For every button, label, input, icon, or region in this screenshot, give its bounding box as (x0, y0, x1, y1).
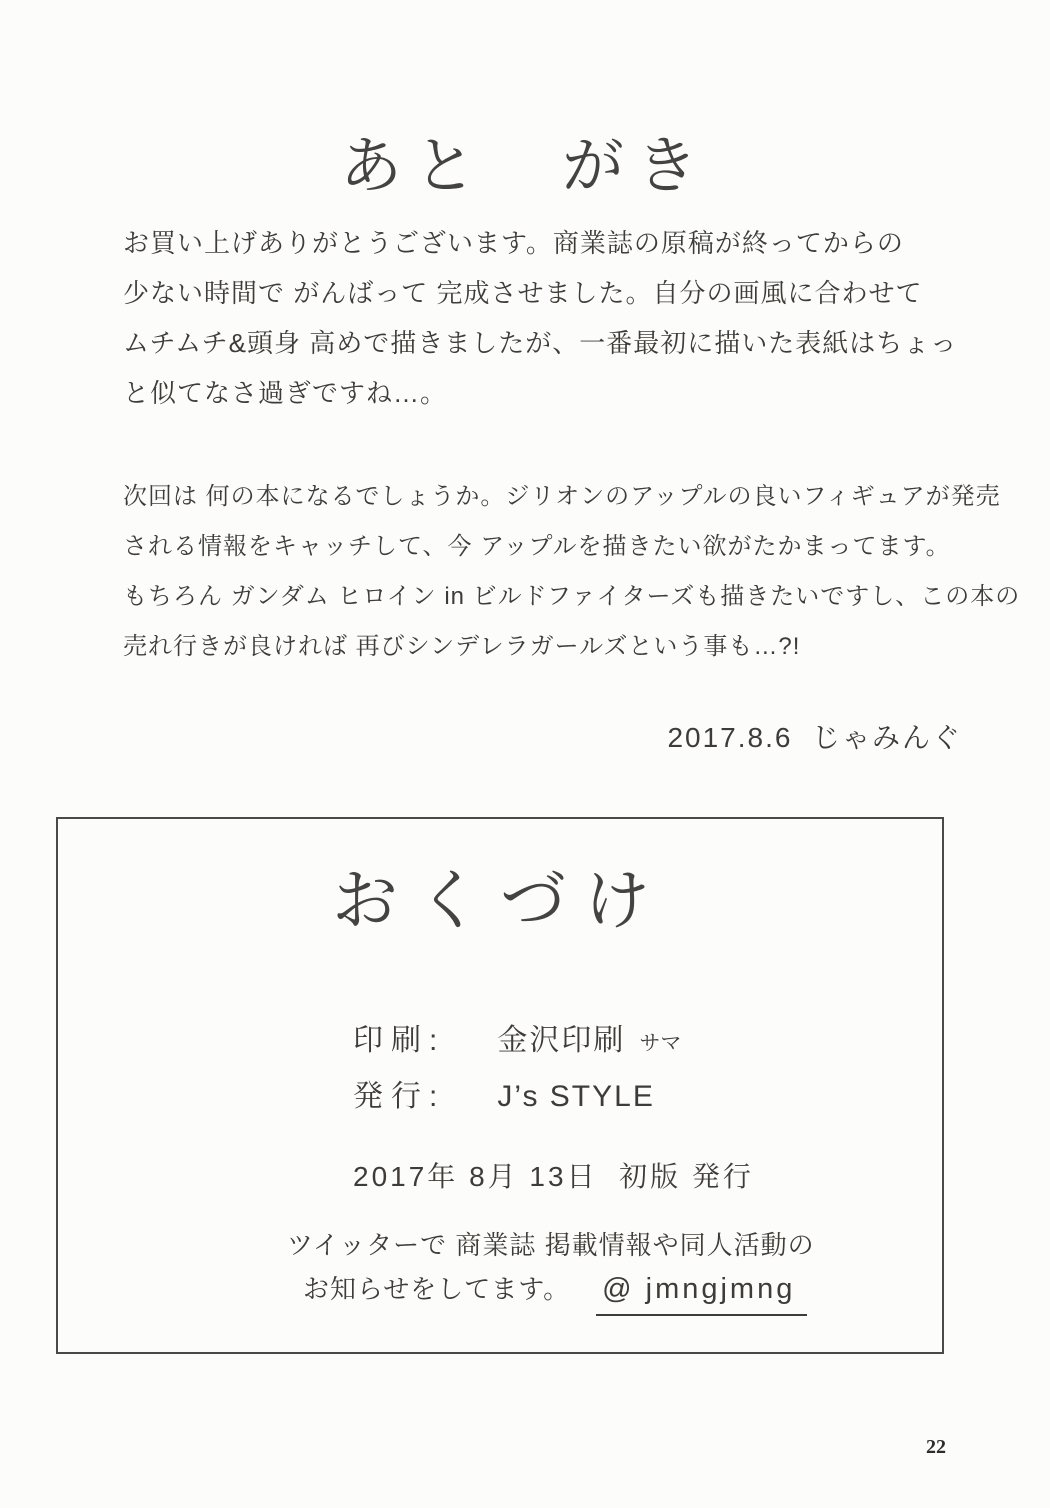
colophon-box (56, 817, 944, 1354)
printer-row (353, 1015, 682, 1057)
afterword-line: される情報をキャッチして、今 アップルを描きたい欲がたかまってます。 (123, 533, 951, 560)
edition-date-line: 2017年 8月 13日 初版 発行 (353, 1161, 754, 1192)
publisher-colon: : (429, 1080, 438, 1113)
printer-value: 金沢印刷 (497, 1024, 626, 1057)
afterword-paragraph-2 (123, 472, 1020, 672)
date-signature: 2017.8.6 じゃみんぐ (667, 722, 962, 753)
twitter-note-line-2 (303, 1269, 807, 1316)
colophon-rows (353, 1015, 681, 1127)
afterword-title: あと がき (339, 132, 710, 201)
colophon-title: おくづけ (332, 863, 668, 937)
afterword-line: 少ない時間で がんばって 完成させました。自分の画風に合わせて (123, 278, 923, 308)
printer-honorific: サマ (639, 1032, 682, 1055)
afterword-line: もちろん ガンダム ヒロイン in ビルドファイターズも描きたいですし、この本の (123, 583, 1021, 610)
afterword-line: ムチムチ&頭身 高めで描きましたが、一番最初に描いた表紙はちょっ (123, 328, 958, 358)
afterword-line: 売れ行きが良ければ 再びシンデレラガールズという事も…?! (123, 633, 801, 660)
afterword-paragraph-1 (123, 218, 957, 418)
publisher-value: J’s STYLE (497, 1080, 655, 1113)
twitter-note-line-1: ツイッターで 商業誌 掲載情報や同人活動の (287, 1230, 815, 1260)
publisher-label: 発行 (353, 1080, 429, 1113)
publisher-row (353, 1071, 681, 1113)
page-number: 22 (926, 1436, 946, 1458)
twitter-handle: @ jmngjmng (596, 1273, 807, 1316)
afterword-line: と似てなさ過ぎですね…。 (123, 378, 448, 408)
printer-colon: : (429, 1024, 438, 1057)
printer-label: 印刷 (353, 1024, 429, 1057)
afterword-line: お買い上げありがとうございます。商業誌の原稿が終ってからの (123, 228, 904, 258)
afterword-line: 次回は 何の本になるでしょうか。ジリオンのアップルの良いフィギュアが発売 (123, 483, 1001, 510)
twitter-note-text: お知らせをしてます。 (303, 1274, 571, 1304)
